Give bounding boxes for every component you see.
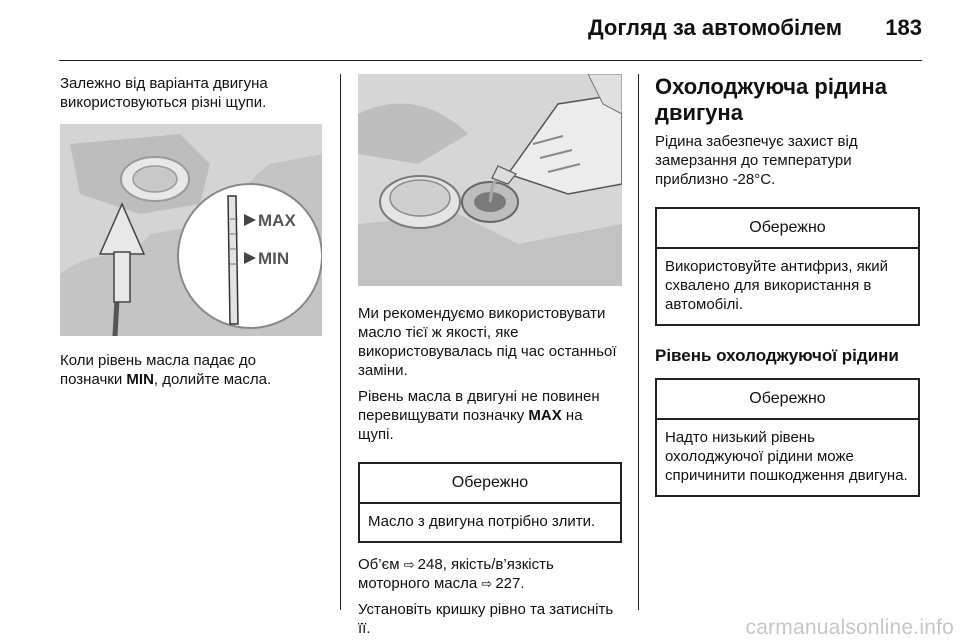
page-ref-arrow-icon: ⇨ [481, 576, 493, 591]
dipstick-illustration [60, 124, 322, 336]
caution-box-antifreeze [655, 207, 920, 326]
max-mark-label: MAX [258, 211, 296, 230]
caution-text: Надто низький рівень охолоджуючої рідини може спричинити пошкодження двигуна. [665, 429, 908, 484]
min-mark-label: MIN [258, 249, 290, 268]
page-ref-arrow-icon: ⇨ [403, 557, 415, 572]
oil-filling-illustration [358, 74, 622, 286]
page-ref-link[interactable]: 248 [417, 556, 443, 573]
oil-recommendation-text: Ми рекомендуємо використовувати масло тієї ж якості, яке використовувалась під час останньої заміни. [358, 305, 617, 379]
coolant-intro: Рідина забезпечує захист від замерзання до температури приблизно -28°C. [655, 133, 858, 188]
caution-box-oil [358, 462, 622, 543]
dipstick-figure [60, 124, 322, 336]
caution-heading: Обережно [360, 464, 620, 504]
caution-text: Масло з двигуна потрібно злити. [368, 513, 596, 530]
cap-install-text: Установіть кришку рівно та затисніть її. [358, 601, 614, 637]
page-number: 183 [885, 15, 922, 40]
min-label: MIN [126, 371, 154, 388]
section-heading-coolant: Охолоджуюча рідина двигуна [655, 74, 887, 125]
caution-box-low-coolant [655, 378, 920, 497]
subheading-coolant-level: Рівень охолоджуючої рідини [655, 346, 899, 365]
column-2 [358, 74, 622, 638]
min-level-text: Коли рівень масла падає до позначки MIN, долийте масла. [60, 352, 272, 388]
page-ref-link[interactable]: 227 [495, 575, 521, 592]
oil-max-level-text: Рівень масла в двигуні не повинен перевищувати позначку MAX на щупі. [358, 388, 600, 443]
column-3 [655, 74, 920, 497]
watermark: carmanualsonline.info [745, 616, 954, 639]
column-divider-left [340, 74, 341, 610]
caution-heading: Обережно [657, 380, 918, 420]
oil-filling-figure [358, 74, 622, 286]
header-rule [59, 60, 922, 61]
caution-heading: Обережно [657, 209, 918, 249]
max-label: MAX [528, 407, 562, 424]
oil-volume-text: Об’єм ⇨ 248, якість/в’язкість моторного масла ⇨ 227. [358, 556, 554, 592]
caution-text: Використовуйте антифриз, який схвалено для використання в автомобілі. [665, 258, 889, 313]
column-divider-right [638, 74, 639, 610]
header-title: Догляд за автомобілем [587, 15, 842, 40]
dipstick-intro: Залежно від варіанта двигуна використовуються різні щупи. [60, 75, 268, 111]
column-1 [60, 74, 322, 389]
